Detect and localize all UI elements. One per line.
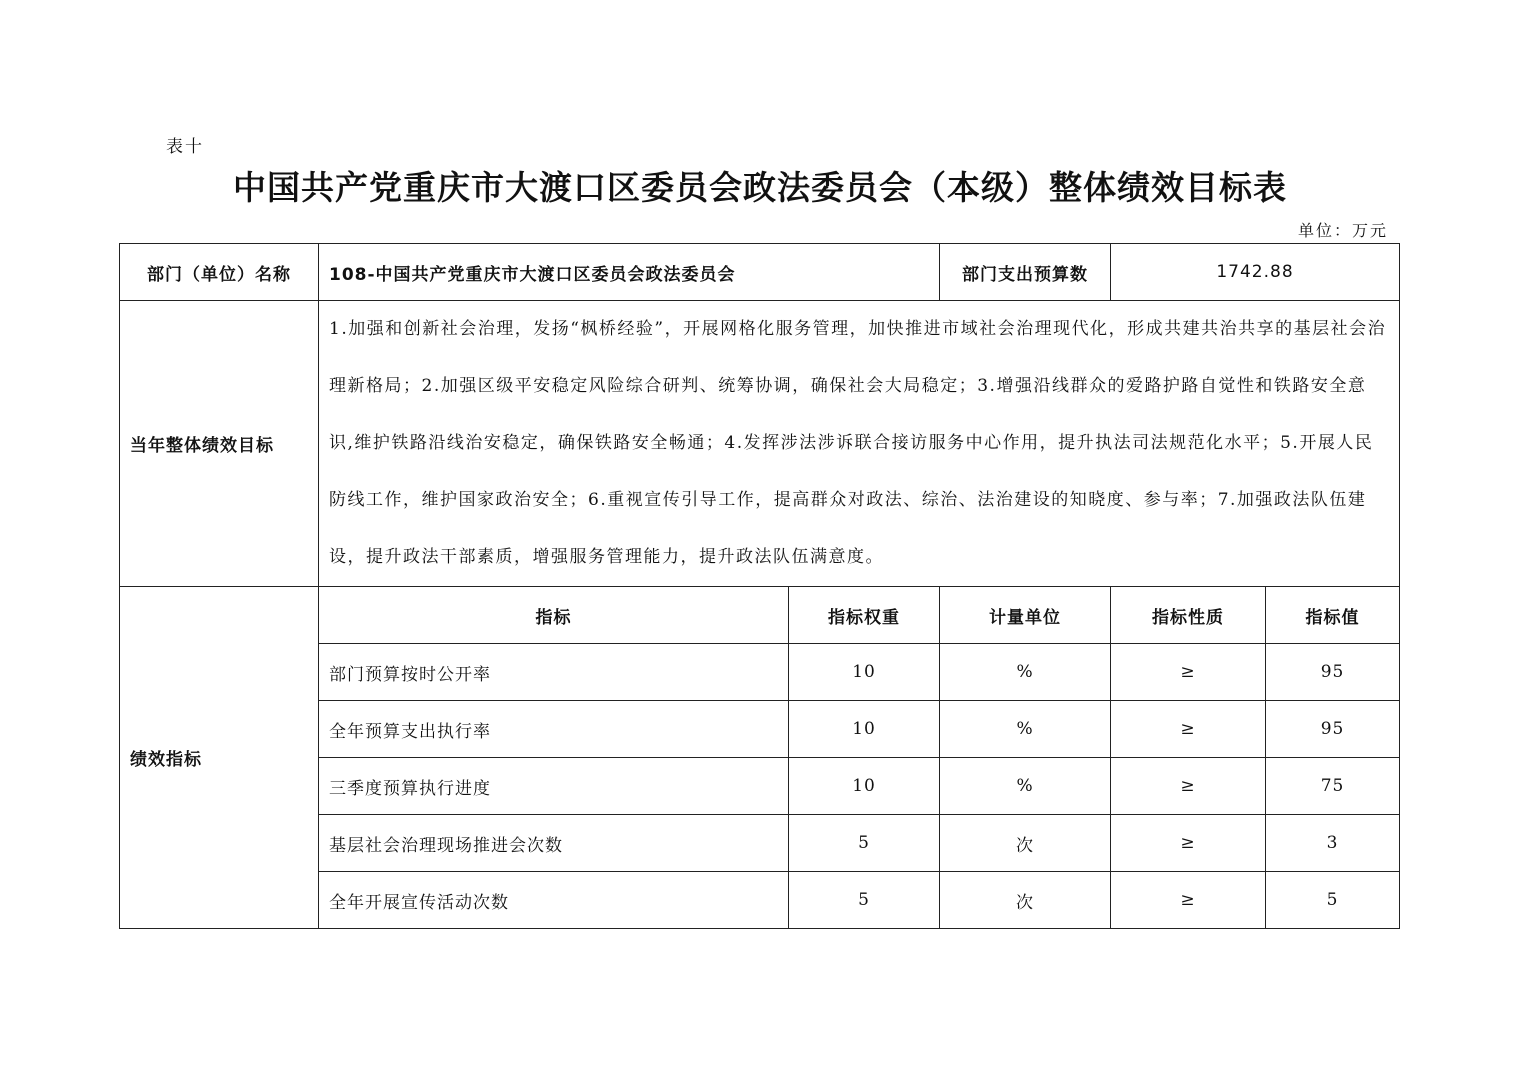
indicator-name: 三季度预算执行进度 bbox=[319, 758, 789, 815]
indicator-weight: 5 bbox=[789, 815, 940, 872]
col-weight: 指标权重 bbox=[789, 587, 940, 644]
indicator-name: 部门预算按时公开率 bbox=[319, 644, 789, 701]
col-unit: 计量单位 bbox=[940, 587, 1111, 644]
indicator-weight: 10 bbox=[789, 758, 940, 815]
indicator-unit: % bbox=[940, 701, 1111, 758]
col-value: 指标值 bbox=[1266, 587, 1400, 644]
indicator-nature: ≥ bbox=[1111, 758, 1266, 815]
indicators-section-label: 绩效指标 bbox=[120, 587, 319, 929]
indicator-weight: 10 bbox=[789, 701, 940, 758]
unit-note: 单位：万元 bbox=[1297, 221, 1388, 240]
indicator-unit: % bbox=[940, 758, 1111, 815]
goal-label: 当年整体绩效目标 bbox=[120, 301, 319, 587]
col-indicator: 指标 bbox=[319, 587, 789, 644]
performance-table bbox=[119, 243, 1400, 929]
indicator-value: 95 bbox=[1266, 701, 1400, 758]
indicator-value: 75 bbox=[1266, 758, 1400, 815]
indicator-unit: 次 bbox=[940, 872, 1111, 929]
indicator-value: 3 bbox=[1266, 815, 1400, 872]
indicator-value: 5 bbox=[1266, 872, 1400, 929]
indicator-nature: ≥ bbox=[1111, 815, 1266, 872]
table-label: 表十 bbox=[166, 137, 204, 157]
indicator-nature: ≥ bbox=[1111, 701, 1266, 758]
col-nature: 指标性质 bbox=[1111, 587, 1266, 644]
indicator-weight: 5 bbox=[789, 872, 940, 929]
page-title: 中国共产党重庆市大渡口区委员会政法委员会（本级）整体绩效目标表 bbox=[233, 168, 1287, 207]
dept-label: 部门（单位）名称 bbox=[120, 244, 319, 301]
dept-value: 108-中国共产党重庆市大渡口区委员会政法委员会 bbox=[319, 244, 940, 301]
budget-value: 1742.88 bbox=[1111, 244, 1400, 301]
indicator-name: 全年预算支出执行率 bbox=[319, 701, 789, 758]
indicator-name: 基层社会治理现场推进会次数 bbox=[319, 815, 789, 872]
dept-row bbox=[120, 244, 1400, 301]
indicator-weight: 10 bbox=[789, 644, 940, 701]
indicator-nature: ≥ bbox=[1111, 872, 1266, 929]
indicator-unit: % bbox=[940, 644, 1111, 701]
indicator-name: 全年开展宣传活动次数 bbox=[319, 872, 789, 929]
indicator-nature: ≥ bbox=[1111, 644, 1266, 701]
indicator-value: 95 bbox=[1266, 644, 1400, 701]
indicator-header-row bbox=[120, 587, 1400, 644]
goal-text: 1.加强和创新社会治理，发扬“枫桥经验”，开展网格化服务管理，加快推进市域社会治理现代化，形成共建共治共享的基层社会治理新格局；2.加强区级平安稳定风险综合研判、统筹协调，确保社会大局稳定；3.增强沿线群众的爱路护路自觉性和铁路安全意识,维护铁路沿线治安稳定，确保铁路安全畅通；4.发挥涉法涉诉联合接访服务中心作用，提升执法司法规范化水平；5.开展人民防线工作，维护国家政治安全；6.重视宣传引导工作，提高群众对政法、综治、法治建设的知晓度、参与率；7.加强政法队伍建设，提升政法干部素质，增强服务管理能力，提升政法队伍满意度。 bbox=[319, 301, 1400, 587]
budget-label: 部门支出预算数 bbox=[940, 244, 1111, 301]
goal-row bbox=[120, 301, 1400, 587]
indicator-unit: 次 bbox=[940, 815, 1111, 872]
